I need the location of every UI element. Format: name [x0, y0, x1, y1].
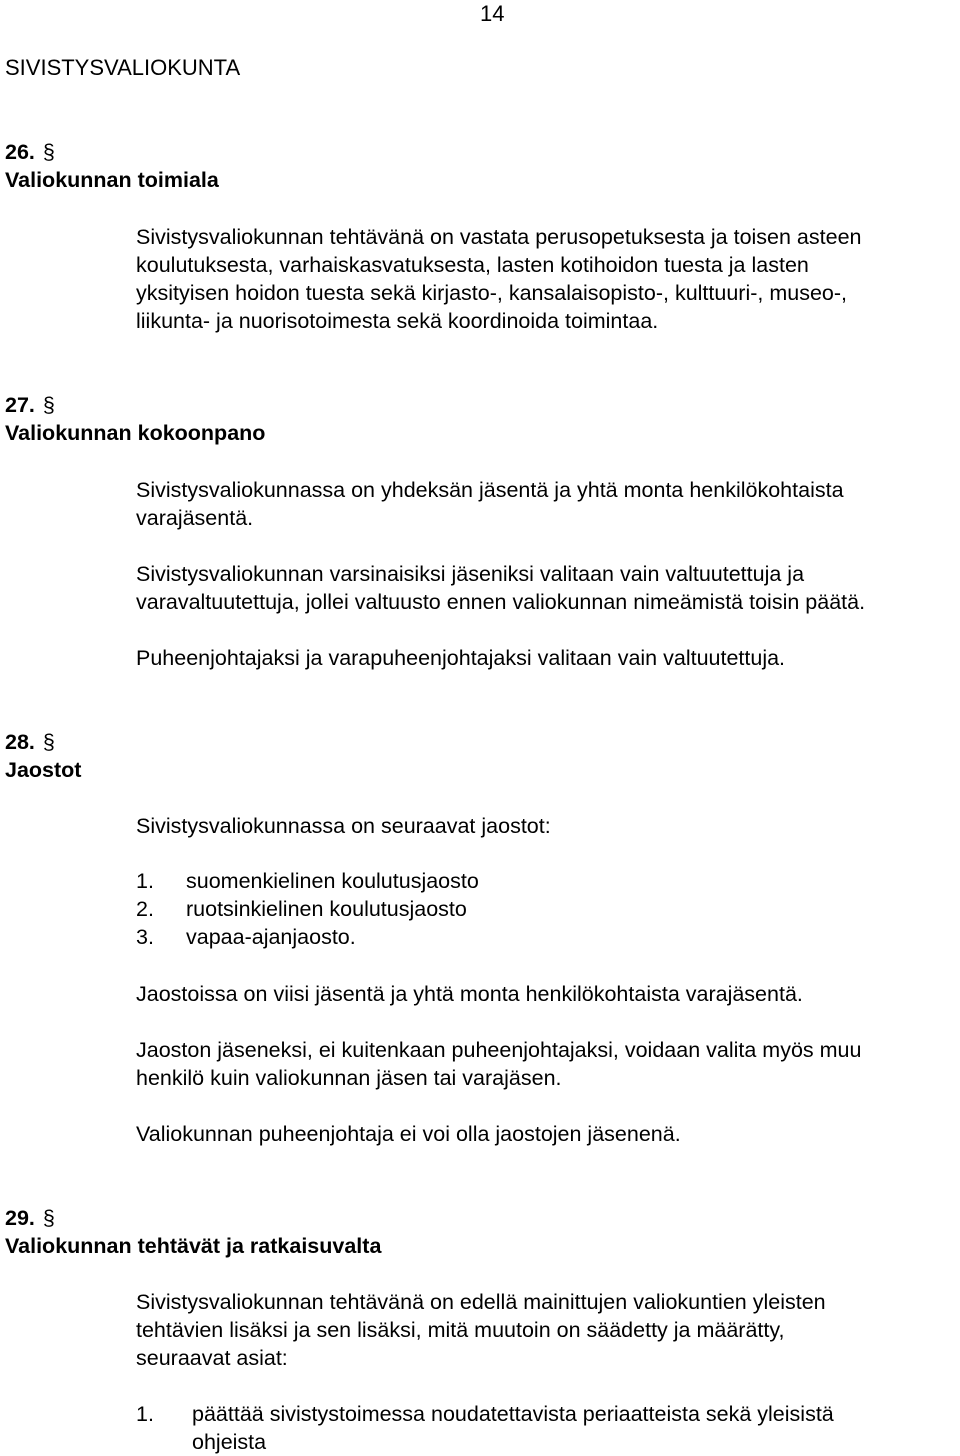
section-28-intro: Sivistysvaliokunnassa on seuraavat jaostot:	[136, 814, 551, 838]
section-number-27: 27. §	[5, 393, 55, 417]
section-29-paragraph: Sivistysvaliokunnan tehtävänä on edellä mainittujen valiokuntien yleisten tehtävien lisäksi ja sen lisäksi, mitä muutoin on säädetty ja määrätty, seuraavat asiat:	[136, 1290, 826, 1370]
department-title: SIVISTYSVALIOKUNTA	[5, 55, 241, 80]
section-title-27: Valiokunnan kokoonpano	[5, 421, 266, 445]
tehtavat-list	[136, 1400, 834, 1456]
section-number-26: 26. §	[5, 140, 55, 164]
section-symbol: §	[42, 393, 55, 417]
list-item: 1. suomenkielinen koulutusjaosto	[136, 869, 479, 893]
section-26-paragraph: Sivistysvaliokunnan tehtävänä on vastata perusopetuksesta ja toisen asteen koulutuksesta, varhaiskasvatuksesta, lasten kotihoidon tuesta ja lasten yksityisen hoidon tuesta sekä kirjasto-, kansalaisopisto-, kulttuuri-, museo-, liikunta- ja nuorisotoimesta sekä koordinoida toimintaa.	[136, 225, 862, 333]
section-number-28: 28. §	[5, 730, 55, 754]
section-number-29: 29. §	[5, 1206, 55, 1230]
section-28-paragraph-1: Jaostoissa on viisi jäsentä ja yhtä monta henkilökohtaista varajäsentä.	[136, 982, 803, 1006]
section-27-paragraph-2: Sivistysvaliokunnan varsinaisiksi jäseniksi valitaan vain valtuutettuja ja varavaltuutettuja, jollei valtuusto ennen valiokunnan nimeämistä toisin päätä.	[136, 562, 866, 614]
section-27-paragraph-3: Puheenjohtajaksi ja varapuheenjohtajaksi valitaan vain valtuutettuja.	[136, 646, 786, 670]
list-item: 3. vapaa-ajanjaosto.	[136, 925, 356, 949]
section-title-29: Valiokunnan tehtävät ja ratkaisuvalta	[5, 1234, 382, 1258]
list-item: 2. ruotsinkielinen koulutusjaosto	[136, 897, 467, 921]
section-28-paragraph-2: Jaoston jäseneksi, ei kuitenkaan puheenjohtajaksi, voidaan valita myös muu henkilö kuin valiokunnan jäsen tai varajäsen.	[136, 1038, 862, 1090]
section-28-paragraph-3: Valiokunnan puheenjohtaja ei voi olla jaostojen jäsenenä.	[136, 1122, 681, 1146]
section-symbol: §	[42, 1206, 55, 1230]
list-item: 1. päättää sivistystoimessa noudatettavista periaatteista sekä yleisistä ohjeista	[136, 1402, 834, 1454]
section-symbol: §	[42, 140, 55, 164]
section-symbol: §	[42, 730, 55, 754]
jaostot-list	[136, 867, 479, 951]
section-27-paragraph-1: Sivistysvaliokunnassa on yhdeksän jäsentä ja yhtä monta henkilökohtaista varajäsentä.	[136, 478, 844, 530]
page-number: 14	[480, 1, 505, 26]
section-title-28: Jaostot	[5, 758, 82, 782]
section-title-26: Valiokunnan toimiala	[5, 168, 219, 192]
